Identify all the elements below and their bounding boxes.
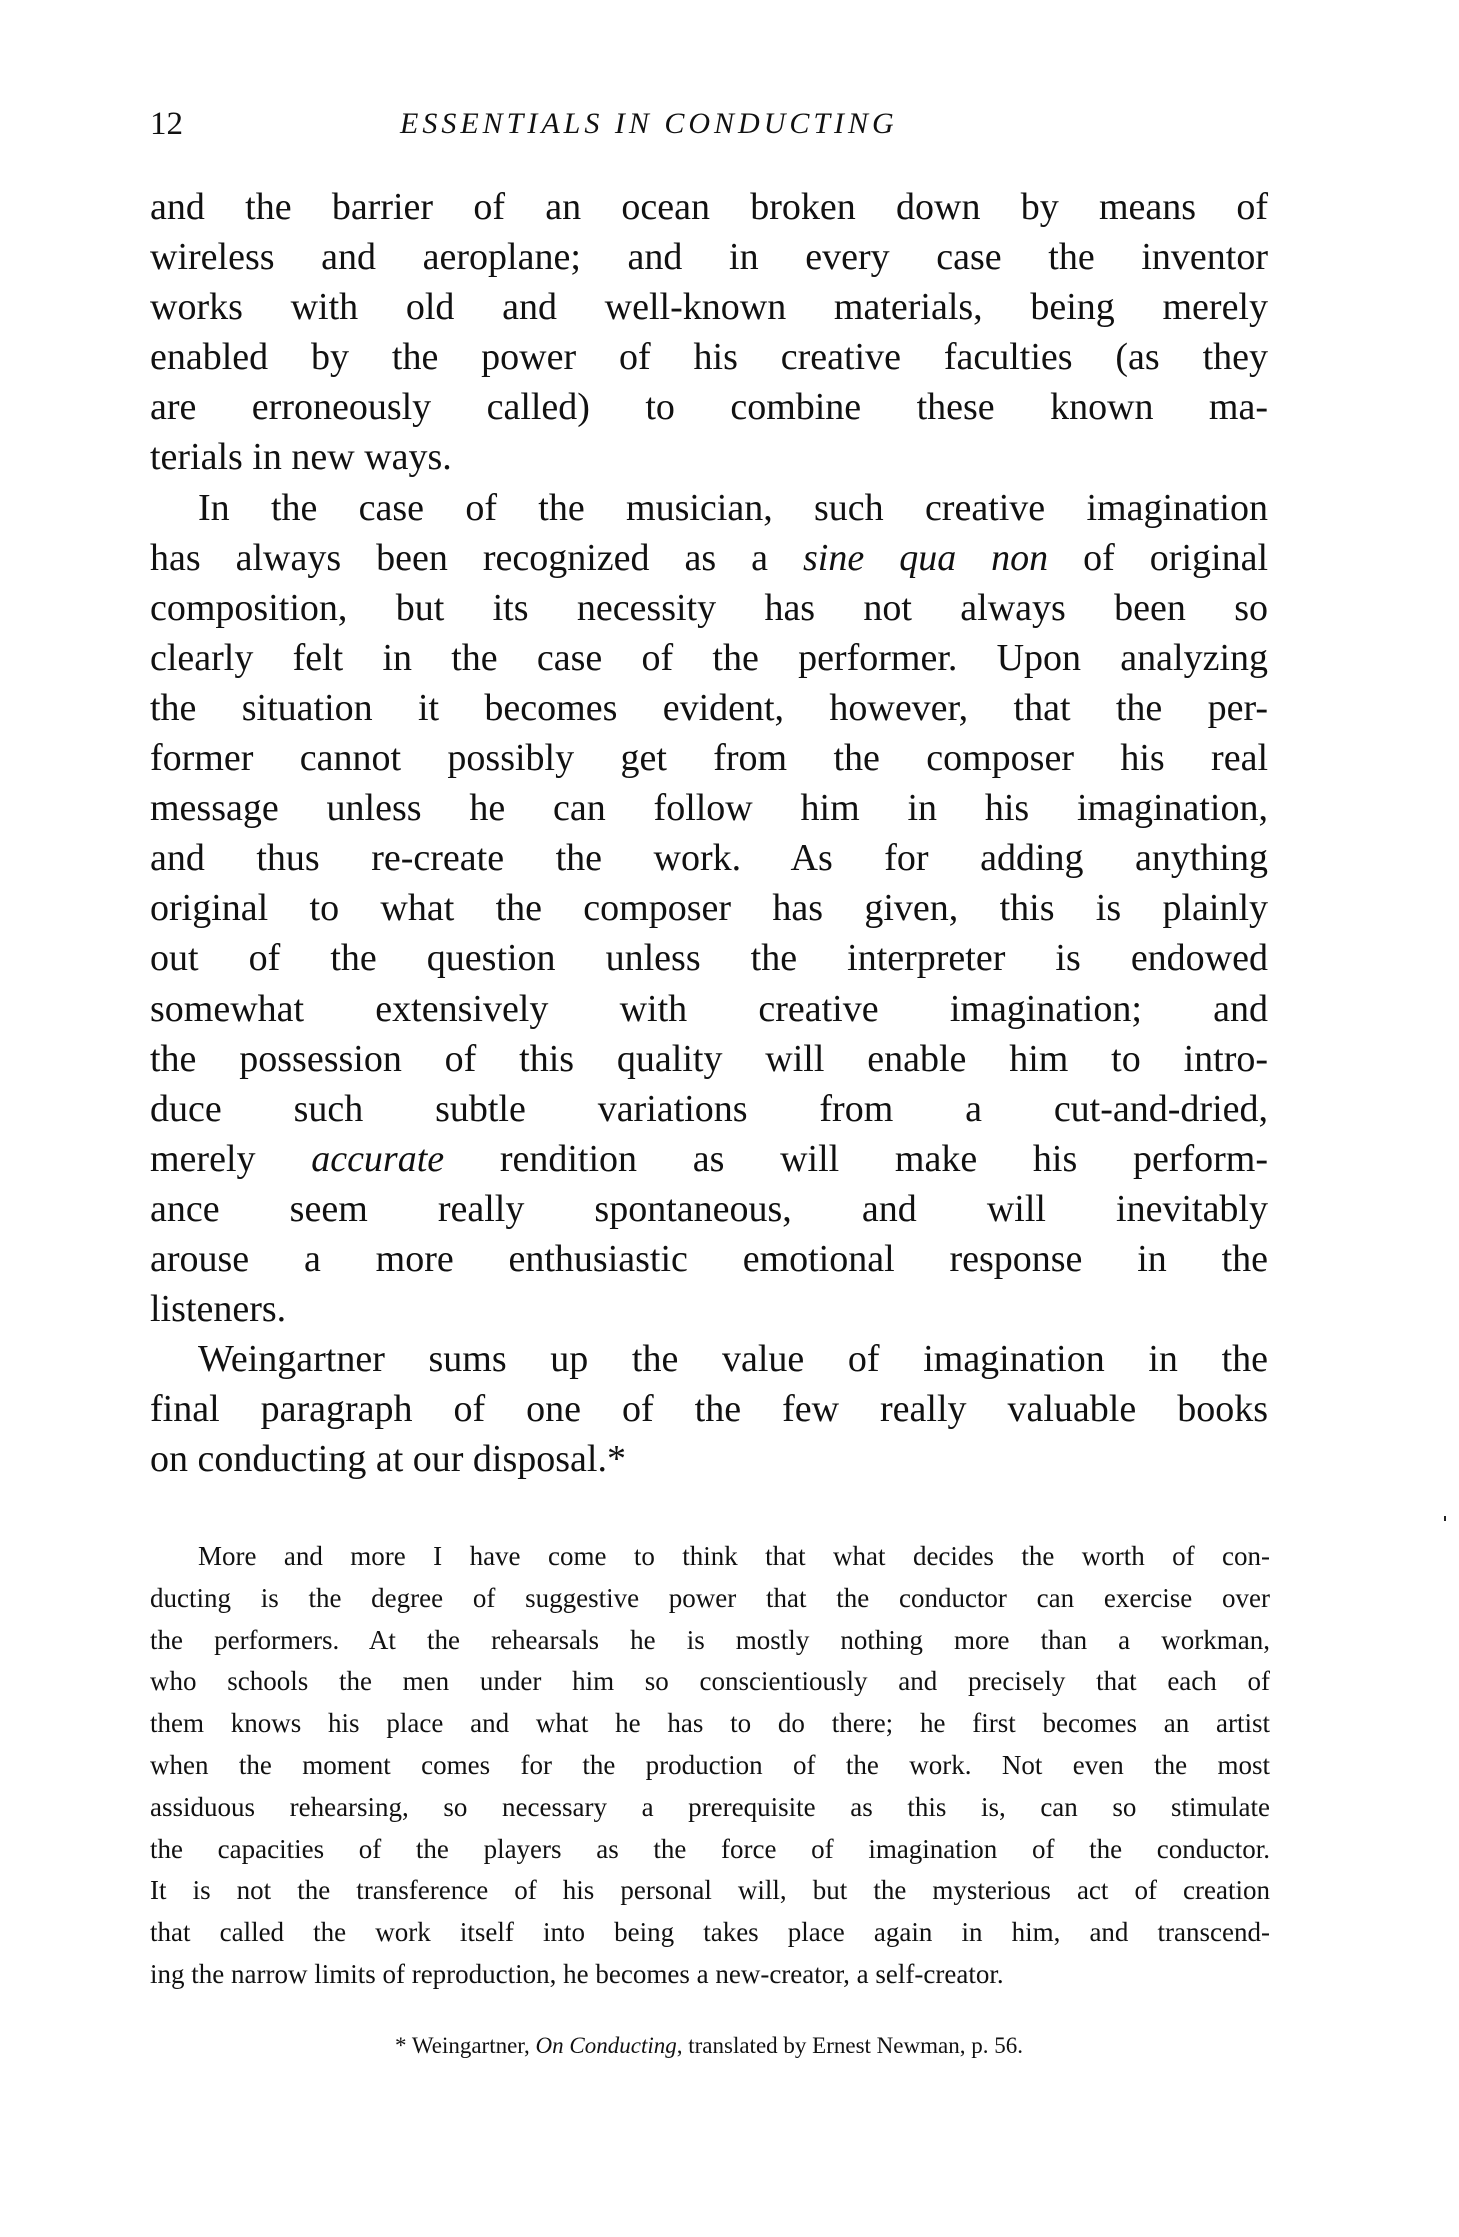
text-run: final paragraph of one of the few really valuable books <box>150 1388 1268 1431</box>
text-line <box>150 1620 1270 1662</box>
text-line <box>150 583 1268 633</box>
text-line <box>150 1284 1268 1334</box>
text-line <box>150 533 1268 583</box>
text-line <box>150 984 1268 1034</box>
footnote-book-title: On Conducting <box>535 2033 677 2058</box>
text-line <box>150 432 1268 482</box>
scan-speck <box>1444 1516 1446 1521</box>
text-line <box>150 182 1268 232</box>
text-line <box>150 683 1268 733</box>
text-line <box>150 332 1268 382</box>
text-run: and thus re-create the work. As for adding anything <box>150 837 1268 880</box>
text-run: out of the question unless the interpreter is endowed <box>150 937 1268 980</box>
text-line <box>150 1661 1270 1703</box>
text-run: the possession of this quality will enable him to intro- <box>150 1037 1268 1080</box>
text-line <box>150 1434 1268 1484</box>
running-head <box>150 104 1268 144</box>
text-run: who schools the men under him so conscientiously and precisely that each of <box>150 1666 1270 1697</box>
text-line <box>150 1954 1270 1996</box>
text-run: ance seem really spontaneous, and will inevitably <box>150 1187 1268 1230</box>
page-number: 12 <box>150 106 183 142</box>
text-run: works with old and well-known materials, being merely <box>150 286 1268 329</box>
text-line <box>150 232 1268 282</box>
footnote-author: Weingartner, <box>411 2033 536 2058</box>
text-line <box>150 1829 1270 1871</box>
text-run: the capacities of the players as the force of imagination of the conductor. <box>150 1833 1270 1864</box>
text-run: composition, but its necessity has not always been so <box>150 586 1268 629</box>
text-run: duce such subtle variations from a cut-and-dried, <box>150 1087 1268 1130</box>
text-run: arouse a more enthusiastic emotional response in the <box>150 1237 1268 1280</box>
footnote-marker: * <box>395 2033 412 2058</box>
text-run: merely <box>150 1137 312 1180</box>
text-run: has always been recognized as a <box>150 536 803 579</box>
text-run: that called the work itself into being takes place again in him, and transcend- <box>150 1917 1270 1948</box>
text-line <box>150 1234 1268 1284</box>
text-run: More and more I have come to think that what decides the worth of con- <box>198 1541 1270 1571</box>
text-line <box>150 1745 1270 1787</box>
text-line <box>150 1184 1268 1234</box>
text-line <box>150 1134 1268 1184</box>
text-run: message unless he can follow him in his imagination, <box>150 787 1268 830</box>
text-line <box>150 733 1268 783</box>
text-line <box>150 282 1268 332</box>
text-line <box>150 883 1268 933</box>
text-line <box>150 783 1268 833</box>
text-line <box>150 833 1268 883</box>
text-run: on conducting at our disposal.* <box>150 1438 626 1481</box>
text-line <box>150 1334 1268 1384</box>
text-run: them knows his place and what he has to do there; he first becomes an artist <box>150 1708 1270 1739</box>
text-line <box>150 483 1268 533</box>
paragraph <box>150 182 1268 483</box>
text-line <box>150 382 1268 432</box>
text-run: It is not the transference of his personal will, but the mysterious act of creation <box>150 1875 1270 1906</box>
text-run: the situation it becomes evident, however, that the per- <box>150 686 1268 729</box>
text-line <box>150 1870 1270 1912</box>
text-run: wireless and aeroplane; and in every case the inventor <box>150 236 1268 279</box>
text-run: ing the narrow limits of reproduction, he becomes a new-creator, a self-creator. <box>150 1958 1004 1989</box>
paragraph <box>150 483 1268 1335</box>
text-run: ducting is the degree of suggestive power that the conductor can exercise over <box>150 1582 1270 1613</box>
text-run: and the barrier of an ocean broken down by means of <box>150 186 1268 228</box>
italic-phrase: accurate <box>311 1137 445 1180</box>
text-line <box>150 1536 1270 1578</box>
text-run: former cannot possibly get from the composer his real <box>150 737 1268 780</box>
text-line <box>150 1384 1268 1434</box>
body-text <box>150 182 1268 1484</box>
text-line <box>150 1703 1270 1745</box>
text-run: when the moment comes for the production of the work. Not even the most <box>150 1749 1270 1780</box>
text-run: are erroneously called) to combine these known ma- <box>150 386 1268 429</box>
text-line <box>150 633 1268 683</box>
text-run: clearly felt in the case of the performer. Upon analyzing <box>150 636 1268 679</box>
italic-phrase: sine qua non <box>803 536 1049 579</box>
text-run: the performers. At the rehearsals he is mostly nothing more than a workman, <box>150 1624 1270 1655</box>
text-run: listeners. <box>150 1288 287 1331</box>
paragraph <box>150 1334 1268 1484</box>
text-line <box>150 1034 1268 1084</box>
text-run: somewhat extensively with creative imagination; and <box>150 987 1268 1030</box>
text-line <box>150 933 1268 983</box>
text-line <box>150 1084 1268 1134</box>
text-run: assiduous rehearsing, so necessary a prerequisite as this is, can so stimulate <box>150 1791 1270 1822</box>
running-title: ESSENTIALS IN CONDUCTING <box>400 107 898 140</box>
block-quote <box>150 1536 1270 1996</box>
footnote <box>150 2030 1268 2062</box>
text-line <box>150 1578 1270 1620</box>
footnote-citation: , translated by Ernest Newman, p. 56. <box>676 2033 1023 2058</box>
text-run: Weingartner sums up the value of imagination in the <box>198 1338 1268 1381</box>
text-line <box>150 1787 1270 1829</box>
text-line <box>150 1912 1270 1954</box>
text-run: of original <box>1048 536 1268 579</box>
text-run: rendition as will make his perform- <box>444 1137 1268 1180</box>
text-run: terials in new ways. <box>150 436 452 479</box>
text-run: original to what the composer has given, this is plainly <box>150 887 1268 930</box>
text-run: In the case of the musician, such creative imagination <box>198 486 1268 529</box>
text-run: enabled by the power of his creative faculties (as they <box>150 336 1268 379</box>
